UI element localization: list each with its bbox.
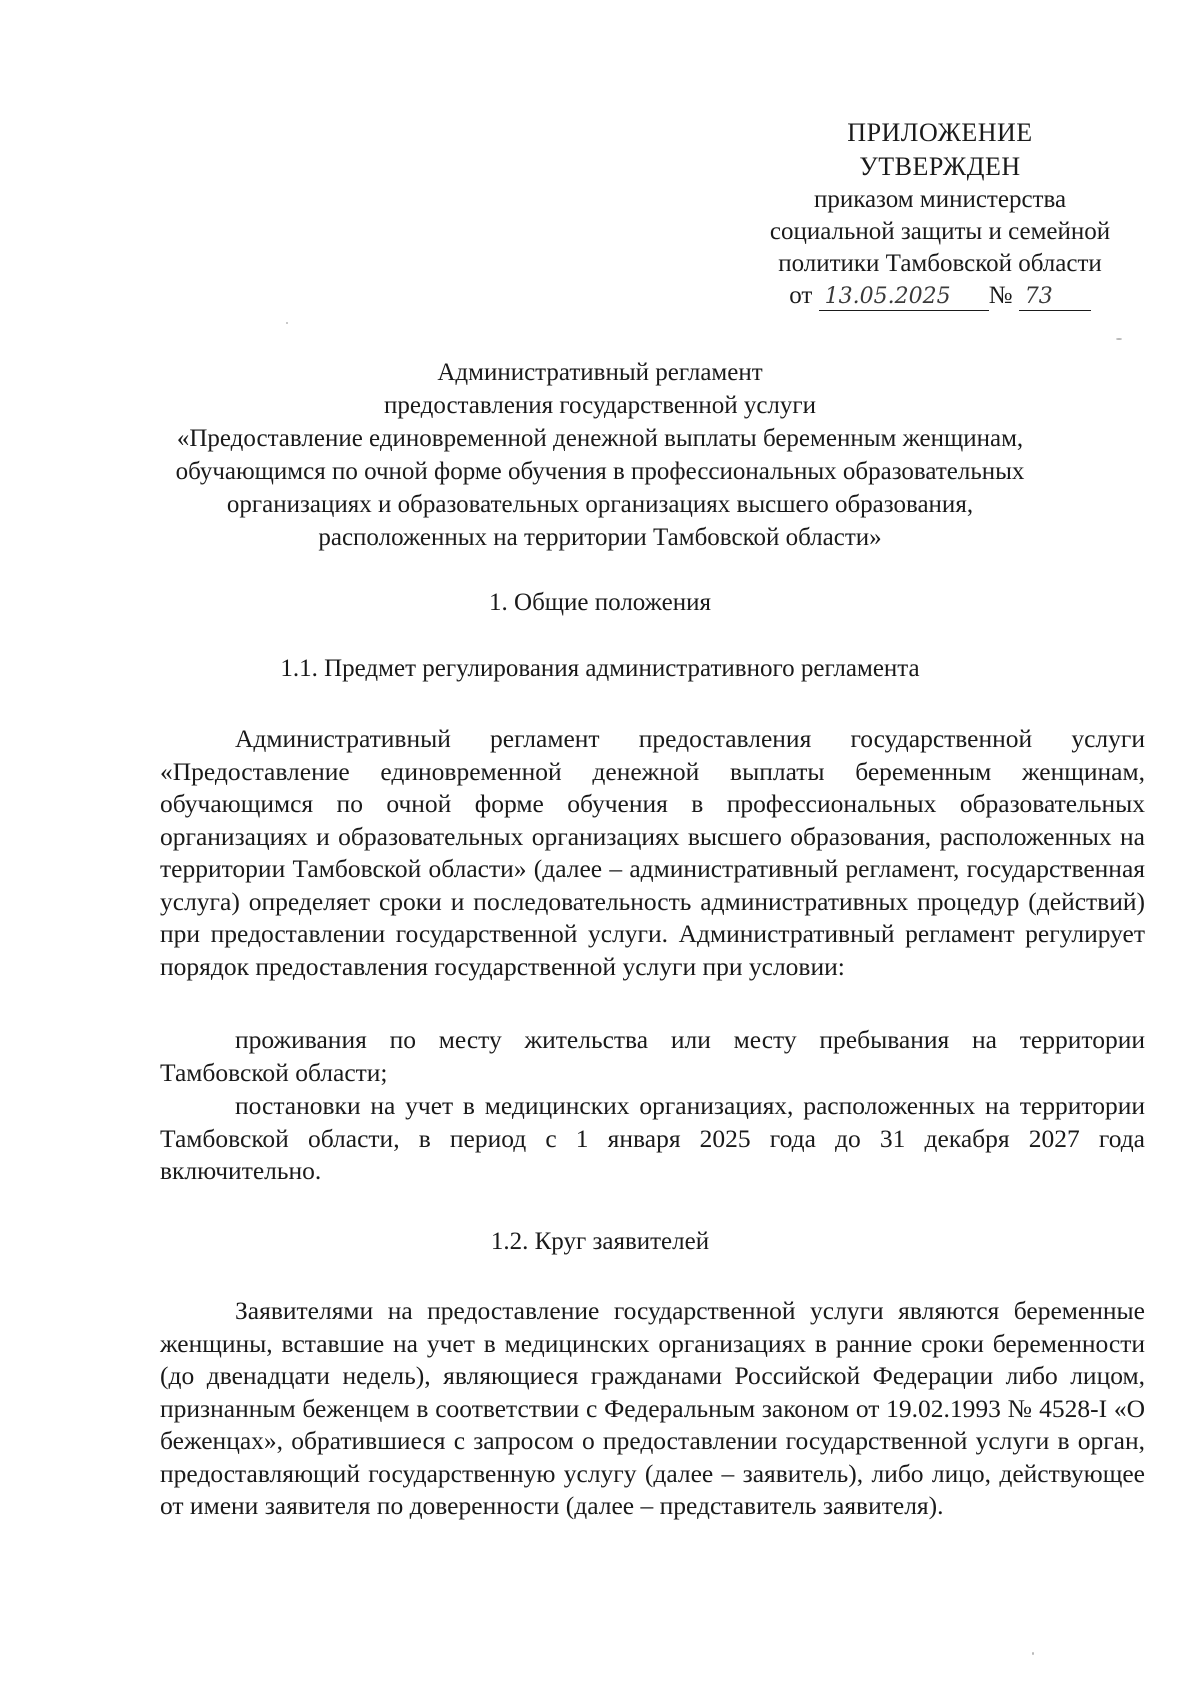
title-line: обучающимся по очной форме обучения в профессиональных образовательных xyxy=(175,458,1025,485)
paragraph-subject xyxy=(160,723,1145,983)
scan-speck xyxy=(1116,338,1122,340)
approval-line-region: политики Тамбовской области xyxy=(778,250,1102,277)
scan-speck xyxy=(286,322,288,324)
title-line: организациях и образовательных организациях высшего образования, xyxy=(226,491,974,518)
appendix-label: ПРИЛОЖЕНИЕ xyxy=(847,118,1033,147)
paragraph-text: Заявителями на предоставление государственной услуги являются беременные женщины, вставшие на учет в медицинских организациях в ранние сроки беременности (до двенадцати недель), являющиеся гражданами Российской Федерации либо лицом, признанным беженцем в соответствии с Федеральным законом от 19.02.1993 № 4528-I «О беженцах», обратившиеся с запросом о предоставлении государственной услуги в орган, предоставляющий государственную услугу (далее – заявитель), либо лицо, действующее от имени заявителя по доверенности (далее – представитель заявителя). xyxy=(160,1296,1145,1520)
paragraph-text: постановки на учет в медицинских организациях, расположенных на территории Тамбовской области, в период с 1 января 2025 года до 31 декабря 2027 года включительно. xyxy=(160,1091,1145,1185)
section-heading-subject: 1.1. Предмет регулирования административного регламента xyxy=(280,655,920,682)
handwritten-order-date: 13.05.2025 xyxy=(819,284,989,311)
section-heading-general: 1. Общие положения xyxy=(489,589,711,616)
approval-block xyxy=(720,116,1160,312)
paragraph-residence xyxy=(160,1024,1145,1089)
order-reference xyxy=(720,280,1160,312)
title-line: расположенных на территории Тамбовской области» xyxy=(318,524,882,551)
approval-line-ministry: социальной защиты и семейной xyxy=(769,218,1111,245)
title-line: «Предоставление единовременной денежной выплаты беременным женщинам, xyxy=(176,425,1024,452)
number-label: № xyxy=(988,282,1013,309)
approved-label: УТВЕРЖДЕН xyxy=(859,152,1021,181)
handwritten-order-number: 73 xyxy=(1019,284,1091,311)
document-title xyxy=(150,356,1050,554)
paragraph-text: проживания по месту жительства или месту пребывания на территории Тамбовской области; xyxy=(160,1025,1145,1087)
from-label: от xyxy=(789,282,813,309)
scan-speck xyxy=(1032,1652,1034,1655)
paragraph-text: Административный регламент предоставления государственной услуги «Предоставление единовременной денежной выплаты беременным женщинам, обучающимся по очной форме обучения в профессиональных образовательных организациях и образовательных организациях высшего образования, расположенных на территории Тамбовской области» (далее – административный регламент, государственная услуга) определяет сроки и последовательность административных процедур (действий) при предоставлении государственной услуги. Административный регламент регулирует порядок предоставления государственной услуги при условии: xyxy=(160,724,1145,981)
title-line: Административный регламент xyxy=(437,359,763,386)
section-heading-applicants: 1.2. Круг заявителей xyxy=(490,1228,710,1255)
paragraph-registration xyxy=(160,1090,1145,1188)
paragraph-applicants xyxy=(160,1295,1145,1523)
approval-line-order: приказом министерства xyxy=(813,186,1067,213)
title-line: предоставления государственной услуги xyxy=(383,392,817,419)
